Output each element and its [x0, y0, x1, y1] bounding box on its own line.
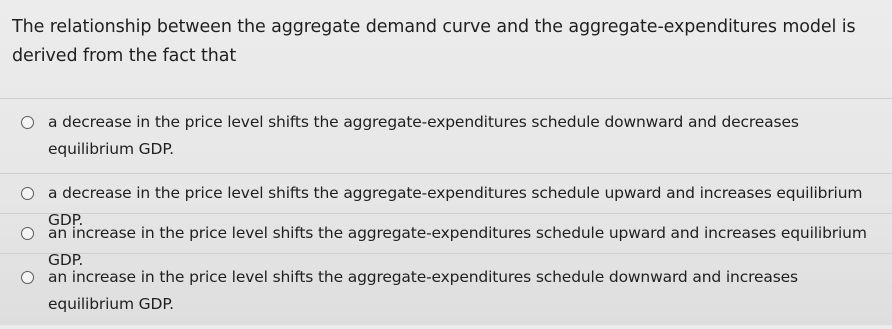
answer-option-label: an increase in the price level shifts the aggregate-expenditures schedule downward and increases equilibrium GDP.: [48, 268, 798, 313]
answer-option-3[interactable]: [0, 213, 892, 269]
radio-button-2[interactable]: [21, 187, 34, 200]
answer-option-2[interactable]: [0, 173, 892, 229]
answer-option-label: a decrease in the price level shifts the aggregate-expenditures schedule downward and decreases equilibrium GDP.: [48, 113, 799, 158]
answer-options: [0, 98, 892, 329]
radio-button-4[interactable]: [21, 271, 34, 284]
answer-option-1[interactable]: [0, 98, 892, 173]
question-text: The relationship between the aggregate demand curve and the aggregate-expenditures model is derived from the fact that: [12, 17, 856, 66]
answer-option-label: an increase in the price level shifts the aggregate-expenditures schedule upward and increases equilibrium GDP.: [48, 224, 867, 269]
radio-button-1[interactable]: [21, 116, 34, 129]
answer-option-4[interactable]: [0, 253, 892, 329]
answer-option-label: a decrease in the price level shifts the aggregate-expenditures schedule upward and increases equilibrium GDP.: [48, 184, 863, 229]
radio-button-3[interactable]: [21, 227, 34, 240]
